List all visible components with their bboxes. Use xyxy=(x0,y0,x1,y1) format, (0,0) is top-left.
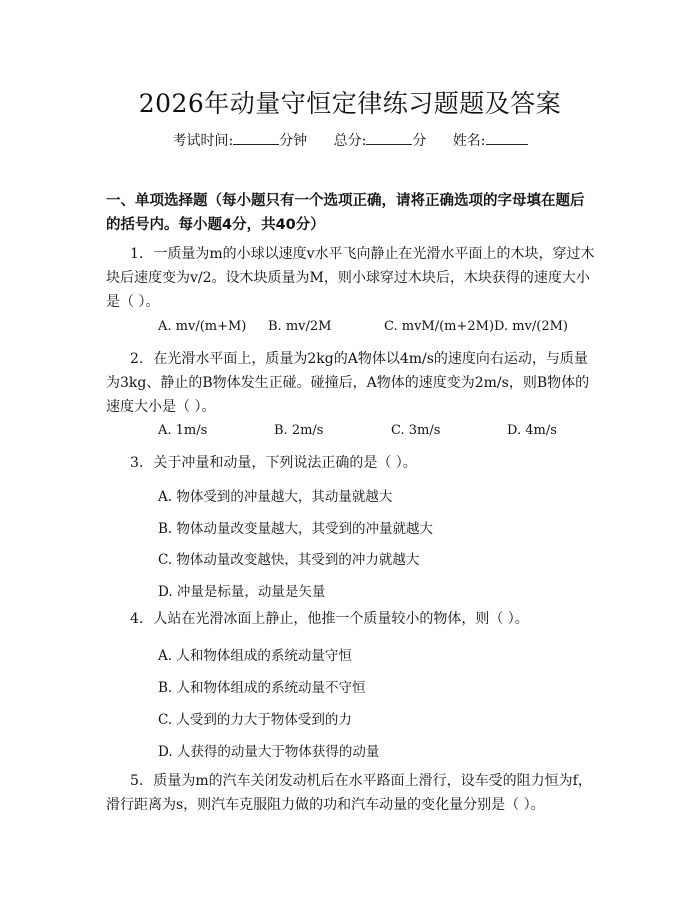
name-blank xyxy=(486,132,528,145)
option-c: C. 3m/s xyxy=(391,423,441,438)
option-a: A. 物体受到的冲量越大，其动量就越大 xyxy=(158,489,393,505)
question-number: 2. xyxy=(130,351,144,367)
time-label: 考试时间: xyxy=(172,133,234,149)
question-text: 关于冲量和动量，下列说法正确的是（ ）。 xyxy=(153,455,417,471)
option-a: A. mv/(m+M) xyxy=(158,319,247,334)
question-1 xyxy=(106,242,596,314)
total-score xyxy=(334,130,427,150)
question-text: 人站在光滑冰面上静止，他推一个质量较小的物体，则（ ）。 xyxy=(153,611,529,627)
time-unit: 分钟 xyxy=(279,133,308,149)
option-d: D. 人获得的动量大于物体获得的动量 xyxy=(158,744,380,760)
exam-info-line xyxy=(0,130,700,150)
question-text: 在光滑水平面上，质量为2kg的A物体以4m/s的速度向右运动，与质量为3kg、静止的B物体发生正碰。碰撞后，A物体的速度变为2m/s，则B物体的速度大小是（ ）。 xyxy=(106,351,590,415)
question-5 xyxy=(106,769,596,817)
question-4 xyxy=(106,607,596,631)
option-c: C. mvM/(m+2M) xyxy=(384,319,495,334)
question-number: 3. xyxy=(130,455,144,471)
option-d: D. 冲量是标量，动量是矢量 xyxy=(158,584,326,600)
question-2 xyxy=(106,347,596,419)
option-b: B. 人和物体组成的系统动量不守恒 xyxy=(158,680,366,696)
exam-time xyxy=(172,130,307,150)
option-b: B. mv/2M xyxy=(268,319,332,334)
page-title: 2026年动量守恒定律练习题题及答案 xyxy=(138,89,562,118)
option-b: B. 2m/s xyxy=(274,423,324,438)
section-heading: 一、单项选择题（每小题只有一个选项正确，请将正确选项的字母填在题后的括号内。每小题4分，共40分） xyxy=(106,193,585,233)
option-b: B. 物体动量改变量越大，其受到的冲量就越大 xyxy=(158,521,434,537)
question-number: 4. xyxy=(130,611,144,627)
score-unit: 分 xyxy=(412,133,427,149)
question-text: 一质量为m的小球以速度v水平飞向静止在光滑水平面上的木块，穿过木块后速度变为v/2。设木块质量为M，则小球穿过木块后，木块获得的速度大小是（ ）。 xyxy=(106,246,595,310)
score-label: 总分: xyxy=(333,133,367,149)
option-c: C. 物体动量改变越快，其受到的冲力就越大 xyxy=(158,552,420,568)
option-a: A. 1m/s xyxy=(158,423,208,438)
question-number: 5. xyxy=(130,773,144,789)
question-text: 质量为m的汽车关闭发动机后在水平路面上滑行，设车受的阻力恒为f，滑行距离为s，则汽车克服阻力做的功和汽车动量的变化量分别是（ ）。 xyxy=(106,773,592,813)
student-name xyxy=(453,130,528,150)
name-label: 姓名: xyxy=(452,133,486,149)
option-a: A. 人和物体组成的系统动量守恒 xyxy=(158,648,352,664)
option-d: D. mv/(2M) xyxy=(494,319,569,334)
score-blank xyxy=(366,132,412,145)
question-3 xyxy=(106,451,596,475)
option-d: D. 4m/s xyxy=(507,423,557,438)
question-number: 1. xyxy=(130,246,144,262)
time-blank xyxy=(233,132,279,145)
option-c: C. 人受到的力大于物体受到的力 xyxy=(158,712,352,728)
